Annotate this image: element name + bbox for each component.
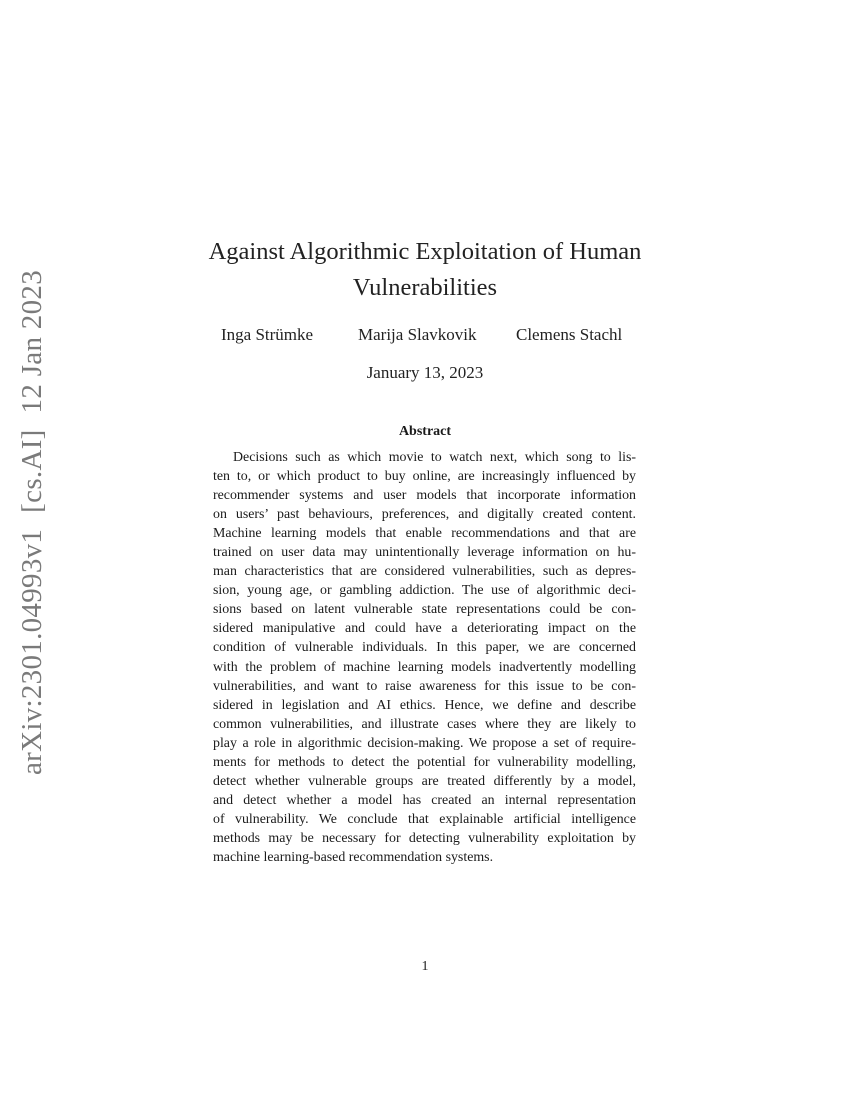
author-name: Inga Strümke — [221, 325, 314, 344]
arxiv-id: arXiv:2301.04993v1 — [16, 528, 48, 775]
abstract-line: recommender systems and user models that incorporate information — [213, 488, 636, 504]
author-name: Marija Slavkovik — [358, 325, 477, 344]
arxiv-identifier-stamp — [10, 269, 54, 775]
abstract-line: Machine learning models that enable recommendations and that are — [213, 526, 636, 542]
abstract-line: vulnerabilities, and want to raise awareness for this issue to be con- — [213, 678, 636, 694]
abstract-line: on users’ past behaviours, preferences, and digitally created content. — [213, 507, 636, 523]
abstract-line: sions based on latent vulnerable state representations could be con- — [213, 602, 636, 618]
title-line: Vulnerabilities — [352, 274, 498, 301]
abstract-line: detect whether vulnerable groups are treated differently by a model, — [213, 773, 636, 789]
abstract-line: machine learning-based recommendation systems. — [213, 849, 494, 865]
abstract-line: with the problem of machine learning models inadvertently modelling — [213, 659, 636, 675]
page-number: 1 — [421, 959, 429, 974]
author-name: Clemens Stachl — [516, 325, 623, 344]
abstract-line: trained on user data may unintentionally leverage information on hu- — [213, 545, 636, 561]
abstract-line: condition of vulnerable individuals. In this paper, we are concerned — [213, 640, 636, 656]
title-line: Against Algorithmic Exploitation of Human — [208, 238, 642, 265]
arxiv-date: 12 Jan 2023 — [16, 269, 48, 414]
abstract-line: methods may be necessary for detecting vulnerability exploitation by — [213, 830, 636, 846]
abstract-heading: Abstract — [398, 424, 452, 439]
arxiv-category: [cs.AI] — [16, 429, 48, 513]
paper-title — [180, 234, 670, 306]
abstract-line: common vulnerabilities, and illustrate cases where they are likely to — [213, 716, 636, 732]
abstract-line: play a role in algorithmic decision-making. We propose a set of require- — [213, 735, 636, 751]
abstract-body — [213, 448, 636, 867]
abstract-line: Decisions such as which movie to watch next, which song to lis- — [233, 450, 636, 465]
abstract-line: sion, young age, or gambling addiction. The use of algorithmic deci- — [213, 583, 636, 599]
abstract-line: sidered manipulative and could have a deteriorating impact on the — [213, 621, 636, 637]
abstract-line: sidered in legislation and AI ethics. Hence, we define and describe — [213, 697, 636, 713]
abstract-line: ten to, or which product to buy online, are increasingly influenced by — [213, 469, 636, 485]
abstract-line: and detect whether a model has created an internal representation — [213, 792, 636, 808]
abstract-line: of vulnerability. We conclude that explainable artificial intelligence — [213, 811, 636, 827]
author-list — [210, 325, 640, 345]
paper-date: January 13, 2023 — [366, 363, 484, 382]
abstract-line: ments for methods to detect the potential for vulnerability modelling, — [213, 754, 636, 770]
abstract-line: man characteristics that are considered vulnerabilities, such as depres- — [213, 564, 636, 580]
